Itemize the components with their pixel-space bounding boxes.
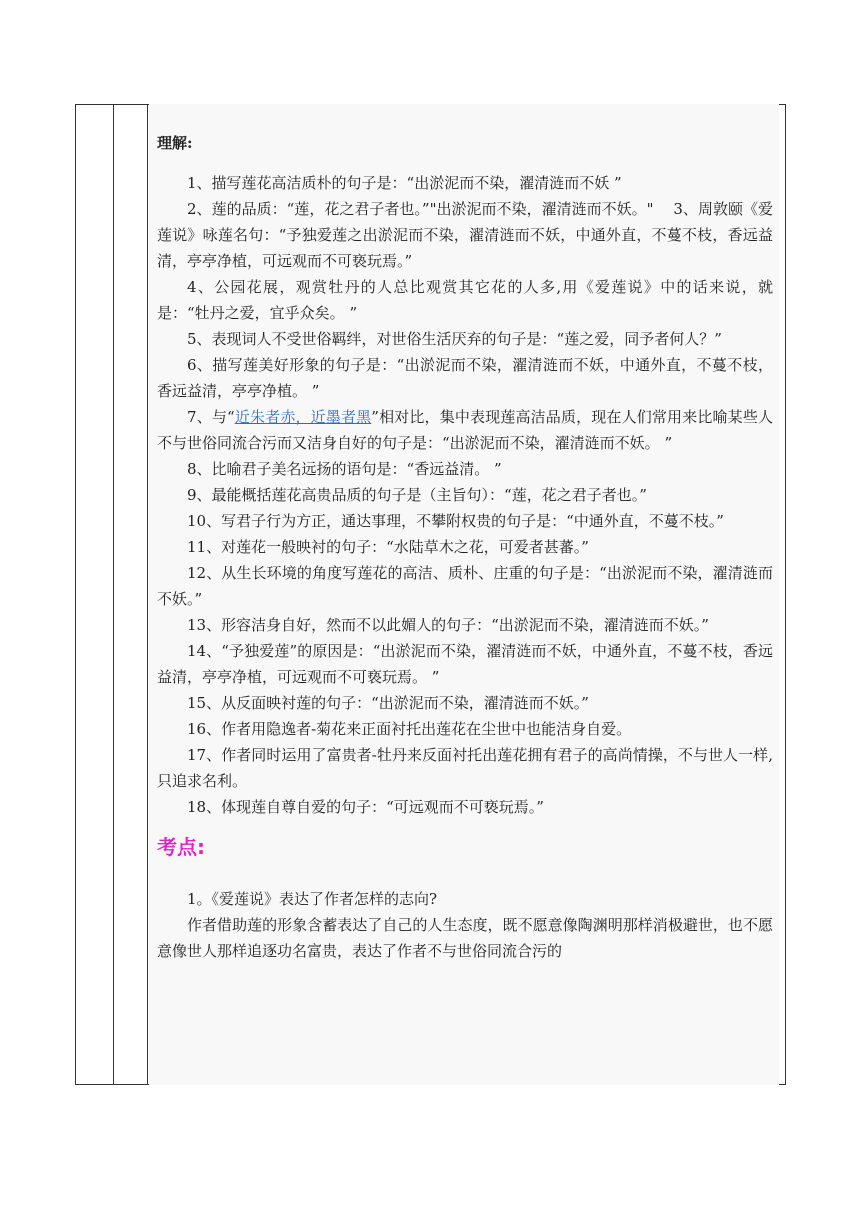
list-item: 9、最能概括莲花高贵品质的句子是（主旨句）：“莲，花之君子者也。” <box>187 486 647 504</box>
list-item: 4、公园花展，观赏牡丹的人总比观赏其它花的人多,用《爱莲说》中的话来说，就是：“牡丹之爱，宜乎众矣。 ” <box>157 278 773 322</box>
list-item: 10、写君子行为方正，通达事理，不攀附权贵的句子是：“中通外直，不蔓不枝。” <box>187 512 724 530</box>
list-item: 6、描写莲美好形象的句子是：“出淤泥而不染，濯清涟而不妖，中通外直，不蔓不枝，香远益清，亭亭净植。 ” <box>157 356 773 400</box>
list-item: 13、形容洁身自好，然而不以此媚人的句子：“出淤泥而不染，濯清涟而不妖。” <box>187 616 709 634</box>
section-heading-understanding: 理解: <box>157 134 193 152</box>
list-item: 15、从反面映衬莲的句子：“出淤泥而不染，濯清涟而不妖。” <box>187 694 589 712</box>
list-item: 16、作者用隐逸者-菊花来正面衬托出莲花在尘世中也能洁身自爱。 <box>187 720 632 738</box>
question: 1。《爱莲说》表达了作者怎样的志向? <box>187 890 438 908</box>
section-heading-key-points: 考点: <box>157 835 205 859</box>
column-divider-1 <box>113 104 114 1085</box>
answer: 作者借助莲的形象含蓄表达了自己的人生态度，既不愿意像陶渊明那样消极避世，也不愿意像世人那样追逐功名富贵，表达了作者不与世俗同流合污的 <box>157 916 773 960</box>
list-item: 2、莲的品质：“莲，花之君子者也。”"出淤泥而不染，濯清涟而不妖。" 3、周敦颐《爱莲说》咏莲名句：“予独爱莲之出淤泥而不染，濯清涟而不妖，中通外直，不蔓不枝，香远益清，亭亭净植，可远观而不可亵玩焉。” <box>157 200 773 270</box>
list-item: 11、对莲花一般映衬的句子：“水陆草木之花，可爱者甚蕃。” <box>187 538 589 556</box>
content-cell <box>149 104 779 1085</box>
item7-suffix: ”相对比，集中表现莲高洁品质，现在人们常用来比喻某些人不与世俗同流合污而又洁身自好的句子是：“出淤泥而不染，濯清涟而不妖。 ” <box>157 408 773 452</box>
idiom-link[interactable]: 近朱者赤，近墨者黑 <box>234 408 372 426</box>
list-item <box>157 404 773 456</box>
list-item: 12、从生长环境的角度写莲花的高洁、质朴、庄重的句子是：“出淤泥而不染，濯清涟而不妖。” <box>157 564 773 608</box>
list-item: 5、表现词人不受世俗羁绊，对世俗生活厌弃的句子是：“莲之爱，同予者何人？” <box>187 330 722 348</box>
list-item: 18、体现莲自尊自爱的句子：“可远观而不可亵玩焉。” <box>187 798 544 816</box>
list-item: 17、作者同时运用了富贵者-牡丹来反面衬托出莲花拥有君子的高尚情操，不与世人一样,只追求名利。 <box>157 746 773 790</box>
column-divider-2 <box>147 104 148 1085</box>
list-item: 14、“予独爱莲”的原因是：“出淤泥而不染，濯清涟而不妖，中通外直，不蔓不枝，香远益清，亭亭净植，可远观而不可亵玩焉。 ” <box>157 642 773 686</box>
list-item: 1、描写莲花高洁质朴的句子是：“出淤泥而不染，濯清涟而不妖 ” <box>187 174 622 192</box>
list-item: 8、比喻君子美名远扬的语句是：“香远益清。 ” <box>187 460 502 478</box>
item7-prefix: 7、与“ <box>187 408 235 426</box>
